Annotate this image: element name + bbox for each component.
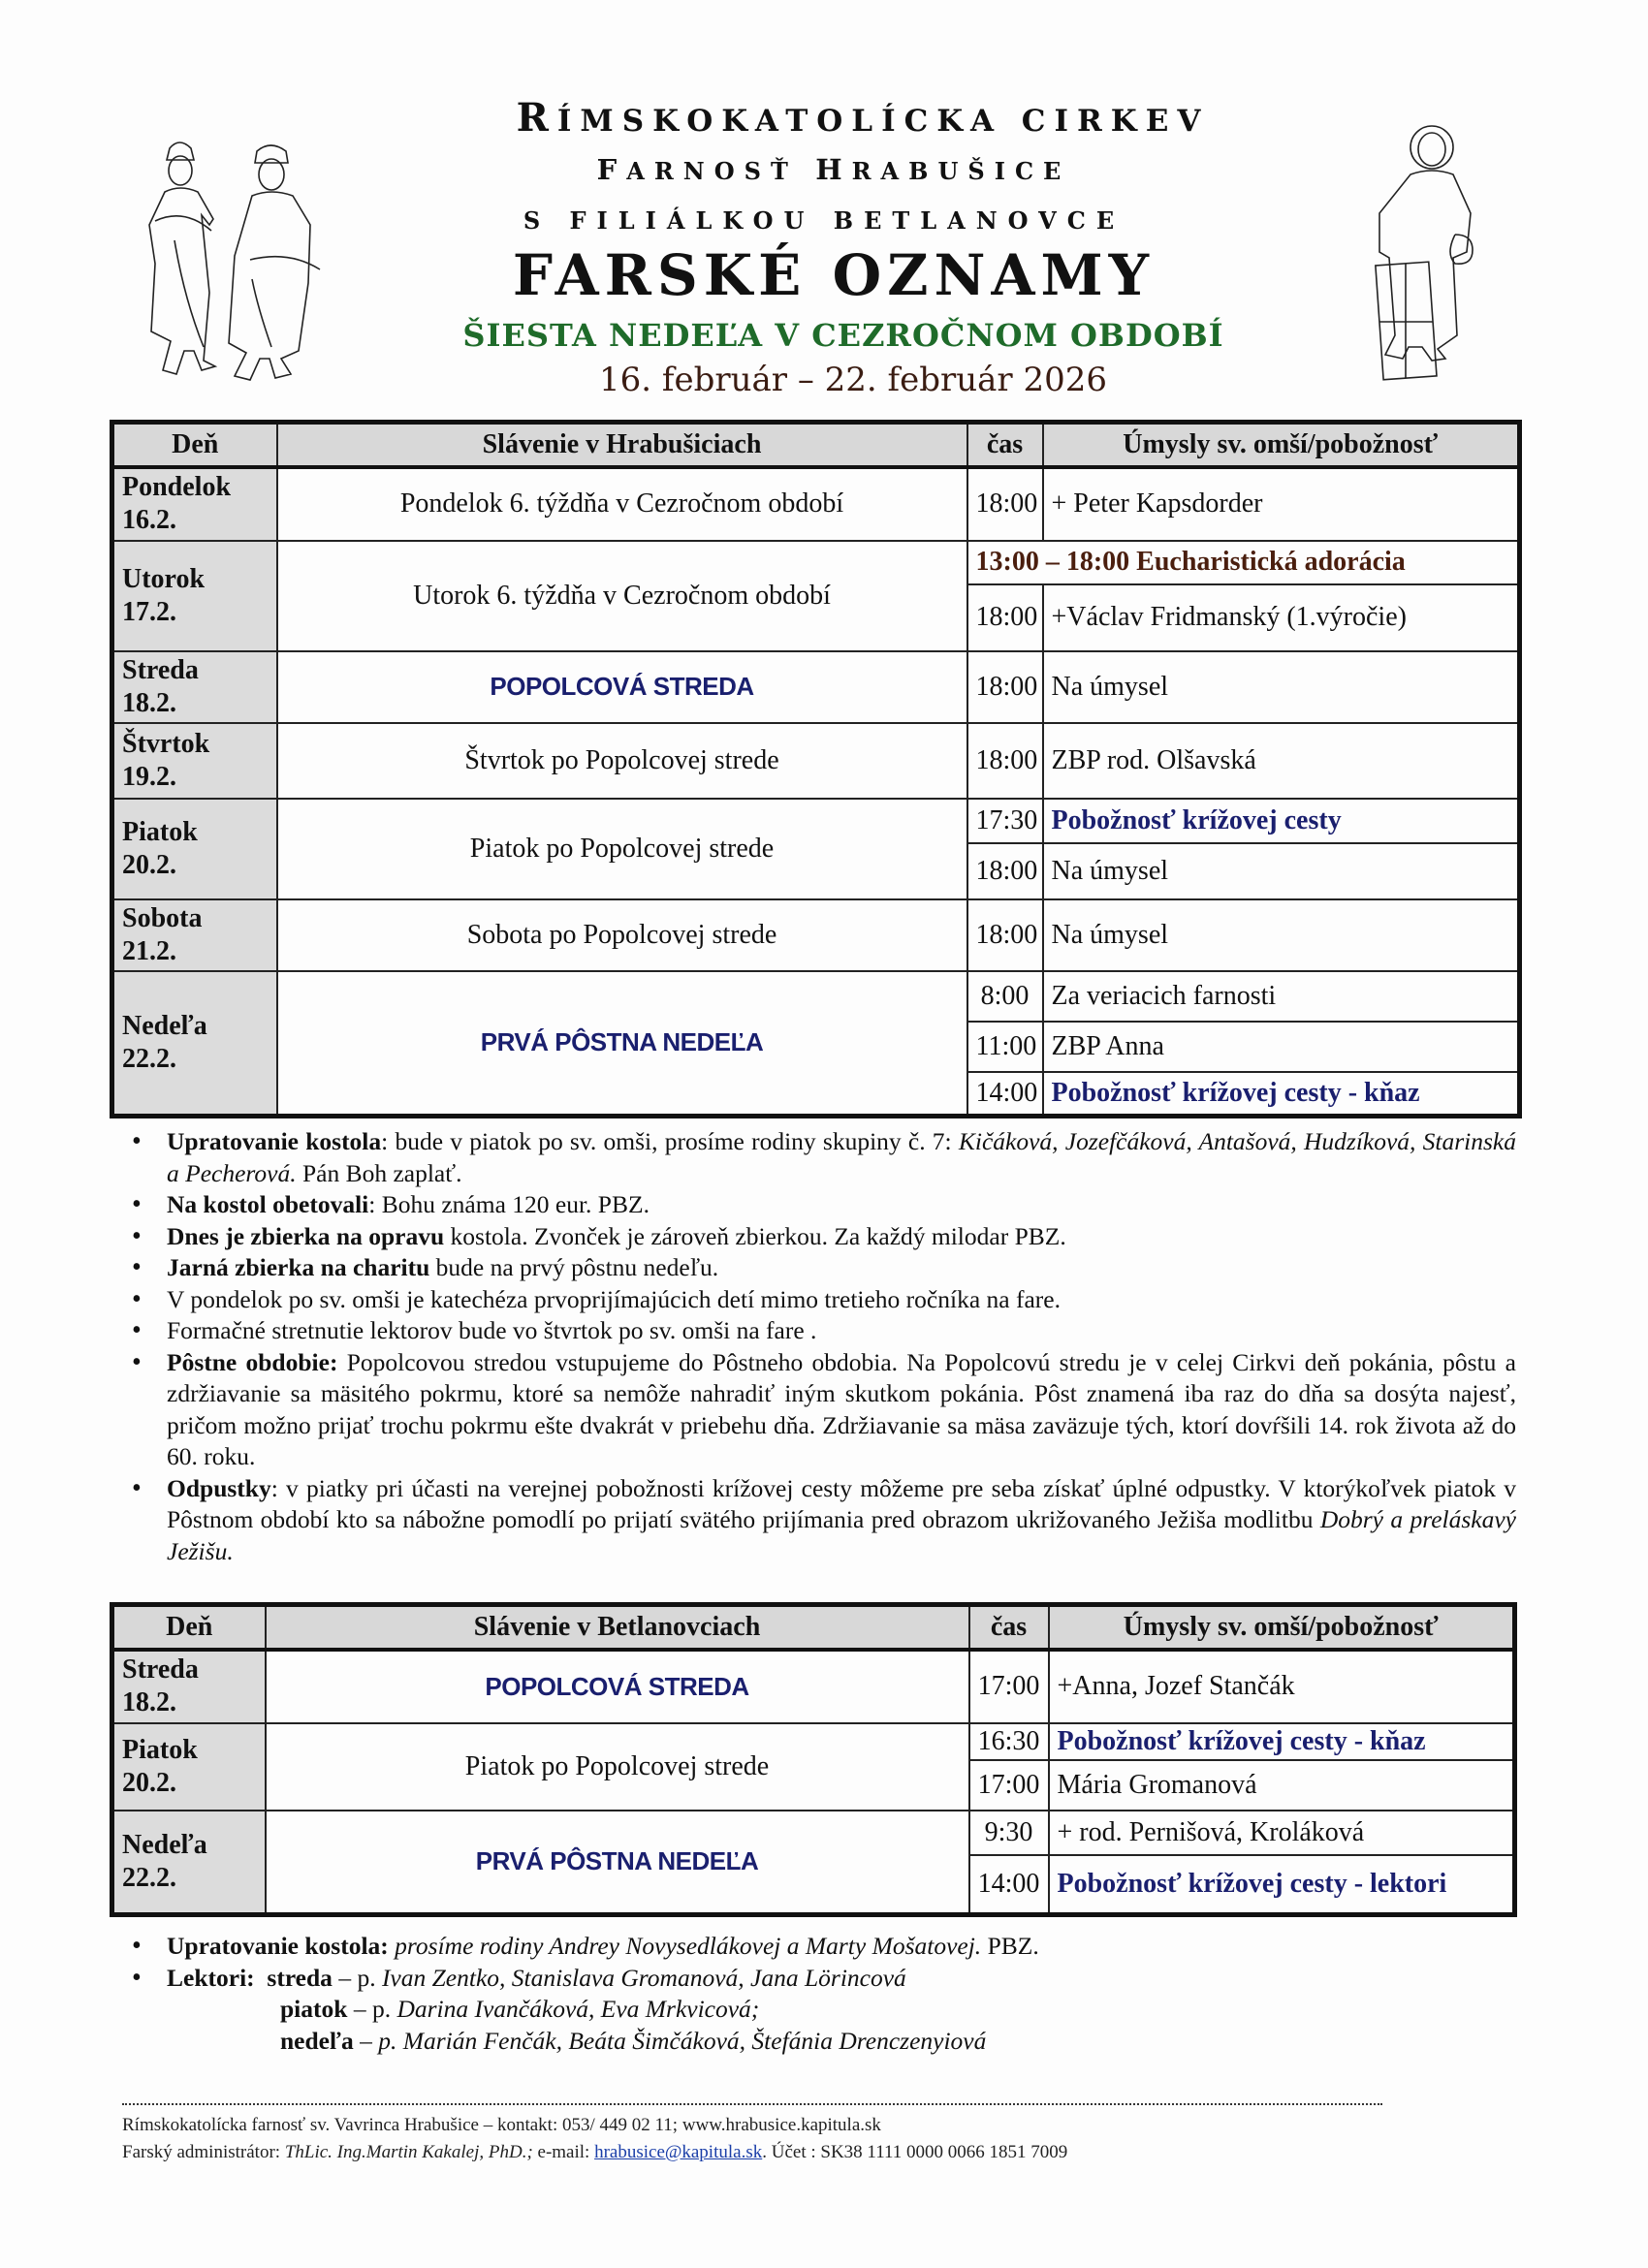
day-cell: Pondelok 16.2. xyxy=(112,467,277,541)
header-time: čas xyxy=(969,1605,1049,1650)
celebration-cell: POPOLCOVÁ STREDA xyxy=(277,651,967,723)
time-cell: 18:00 xyxy=(967,651,1043,723)
header-day: Deň xyxy=(112,423,277,467)
table-row xyxy=(112,971,1520,1022)
liturgical-week-subtitle: ŠIESTA NEDEĽA V CEZROČNOM OBDOBÍ xyxy=(462,317,1224,354)
table-header-row xyxy=(112,1605,1515,1650)
footer-divider xyxy=(122,2103,1382,2105)
day-cell: Utorok 17.2. xyxy=(112,541,277,651)
day-cell: Piatok 20.2. xyxy=(112,799,277,899)
celebration-cell: Štvrtok po Popolcovej strede xyxy=(277,723,967,799)
day-cell: Nedeľa 22.2. xyxy=(112,1811,266,1915)
announcement-repair-collection: • Dnes je zbierka na opravu kostola. Zvonček je zároveň zbierkou. Za každý milodar PBZ. xyxy=(111,1221,1516,1253)
intention-cell: Na úmysel xyxy=(1043,899,1520,971)
betlanovce-schedule-table xyxy=(110,1602,1517,1917)
table-row xyxy=(112,467,1520,541)
table-row xyxy=(112,1650,1515,1723)
header-celebration: Slávenie v Hrabušiciach xyxy=(277,423,967,467)
intention-cell: + rod. Pernišová, Kroláková xyxy=(1049,1811,1515,1855)
intention-cell: ZBP rod. Olšavská xyxy=(1043,723,1520,799)
day-cell: Štvrtok 19.2. xyxy=(112,723,277,799)
table-row xyxy=(112,1811,1515,1855)
header-intention: Úmysly sv. omší/pobožnosť xyxy=(1049,1605,1515,1650)
time-cell: 9:30 xyxy=(969,1811,1049,1855)
footer-admin: Farský administrátor: ThLic. Ing.Martin Kakalej, PhD.; e-mail: hrabusice@kapitula.sk. Účet : SK38 1111 0000 0066 1851 7009 xyxy=(122,2142,1068,2162)
day-cell: Streda 18.2. xyxy=(112,1650,266,1723)
announcement-lectors-meeting: • Formačné stretnutie lektorov bude vo štvrtok po sv. omši na fare . xyxy=(111,1315,1516,1347)
lectors-sunday: nedeľa – p. Marián Fenčák, Beáta Šimčáková, Štefánia Drenczenyiová xyxy=(280,2026,987,2055)
announcement-lectors: • Lektori: streda – p. Ivan Zentko, Stanislava Gromanová, Jana Lörincová xyxy=(111,1963,1516,1995)
filial-heading: S FILIÁLKOU BETLANOVCE xyxy=(523,206,1125,235)
announcement-indulgences: • Odpustky: v piatky pri účasti na verejnej pobožnosti krížovej cesty môžeme pre seba získať úplné odpustky. V ktorýkoľvek piatok v Pôstnom období kto sa nábožne pomodlí po prijatí svätého prijímania pred obrazom ukrižovaného Ježiša modlitbu Dobrý a preláskavý Ježišu. xyxy=(111,1473,1516,1568)
intention-cell: Za veriacich farnosti xyxy=(1043,971,1520,1022)
table-row xyxy=(112,723,1520,799)
table-row xyxy=(112,899,1520,971)
footer-contact: Rímskokatolícka farnosť sv. Vavrinca Hrabušice – kontakt: 053/ 449 02 11; www.hrabusice.kapitula.sk xyxy=(122,2115,881,2135)
intention-cell: Pobožnosť krížovej cesty xyxy=(1043,799,1520,843)
two-saints-illustration-icon xyxy=(136,134,344,395)
table-row xyxy=(112,799,1520,843)
announcement-charity-collection: • Jarná zbierka na charitu bude na prvý pôstnu nedeľu. xyxy=(111,1252,1516,1284)
header-time: čas xyxy=(967,423,1043,467)
announcements-list xyxy=(111,1126,1516,1567)
announcement-cleaning-betlanovce: • Upratovanie kostola: prosíme rodiny Andrey Novysedlákovej a Marty Mošatovej. PBZ. xyxy=(111,1931,1516,1963)
celebration-cell: Piatok po Popolcovej strede xyxy=(266,1723,969,1811)
intention-cell: Na úmysel xyxy=(1043,651,1520,723)
intention-cell: + Peter Kapsdorder xyxy=(1043,467,1520,541)
time-cell: 18:00 xyxy=(967,584,1043,651)
church-name-heading: RÍMSKOKATOLÍCKA CIRKEV xyxy=(516,95,1210,141)
day-cell: Nedeľa 22.2. xyxy=(112,971,277,1117)
table-header-row xyxy=(112,423,1520,467)
announcement-donations: • Na kostol obetovali: Bohu známa 120 eur. PBZ. xyxy=(111,1189,1516,1221)
time-cell: 17:00 xyxy=(969,1760,1049,1811)
intention-cell: Mária Gromanová xyxy=(1049,1760,1515,1811)
time-cell: 11:00 xyxy=(967,1022,1043,1072)
intention-cell: Pobožnosť krížovej cesty - kňaz xyxy=(1049,1723,1515,1760)
celebration-cell: POPOLCOVÁ STREDA xyxy=(266,1650,969,1723)
table-row xyxy=(112,1723,1515,1760)
announcement-catechesis: • V pondelok po sv. omši je katechéza prvoprijímajúcich detí mimo tretieho ročníka na fare. xyxy=(111,1284,1516,1316)
intention-cell: +Anna, Jozef Stančák xyxy=(1049,1650,1515,1723)
table-row xyxy=(112,651,1520,723)
header-intention: Úmysly sv. omší/pobožnosť xyxy=(1043,423,1520,467)
intention-cell: Pobožnosť krížovej cesty - lektori xyxy=(1049,1855,1515,1915)
parish-name-heading: FARNOSŤ HRABUŠICE xyxy=(596,153,1071,186)
celebration-cell: PRVÁ PÔSTNA NEDEĽA xyxy=(266,1811,969,1915)
announcement-lent: • Pôstne obdobie: Popolcovou stredou vstupujeme do Pôstneho obdobia. Na Popolcovú stredu je v celej Cirkvi deň pokánia, pôstu a zdržiavanie sa mäsitého pokrmu, ktoré sa nemôže nahradiť iným skutkom pokánia. Pôst znamená iba raz do dňa sa dosýta najesť, pričom možno prijať trochu pokrmu ešte dvakrát v priebehu dňa. Zdržiavanie sa mäsa zaväzuje tých, ktorí dovŕšili 14. rok života až do 60. roku. xyxy=(111,1347,1516,1473)
time-cell: 16:30 xyxy=(969,1723,1049,1760)
time-cell: 18:00 xyxy=(967,843,1043,899)
table-row xyxy=(112,541,1520,584)
time-cell: 17:00 xyxy=(969,1650,1049,1723)
celebration-cell: Pondelok 6. týždňa v Cezročnom období xyxy=(277,467,967,541)
betlanovce-announcements-list xyxy=(111,1931,1516,2057)
time-cell: 18:00 xyxy=(967,467,1043,541)
time-cell: 8:00 xyxy=(967,971,1043,1022)
time-cell: 17:30 xyxy=(967,799,1043,843)
celebration-cell: Sobota po Popolcovej strede xyxy=(277,899,967,971)
email-link[interactable]: hrabusice@kapitula.sk xyxy=(594,2142,763,2162)
saint-lawrence-illustration-icon xyxy=(1362,118,1493,390)
header-celebration: Slávenie v Betlanovciach xyxy=(266,1605,969,1650)
celebration-cell: Utorok 6. týždňa v Cezročnom období xyxy=(277,541,967,651)
adoration-cell: 13:00 – 18:00 Eucharistická adorácia xyxy=(967,541,1520,584)
time-cell: 14:00 xyxy=(969,1855,1049,1915)
day-cell: Piatok 20.2. xyxy=(112,1723,266,1811)
time-cell: 14:00 xyxy=(967,1072,1043,1117)
time-cell: 18:00 xyxy=(967,899,1043,971)
celebration-cell: Piatok po Popolcovej strede xyxy=(277,799,967,899)
date-range: 16. február – 22. február 2026 xyxy=(599,361,1107,399)
day-cell: Sobota 21.2. xyxy=(112,899,277,971)
day-cell: Streda 18.2. xyxy=(112,651,277,723)
intention-cell: Pobožnosť krížovej cesty - kňaz xyxy=(1043,1072,1520,1117)
intention-cell: +Václav Fridmanský (1.výročie) xyxy=(1043,584,1520,651)
intention-cell: Na úmysel xyxy=(1043,843,1520,899)
celebration-cell: PRVÁ PÔSTNA NEDEĽA xyxy=(277,971,967,1117)
header-day: Deň xyxy=(112,1605,266,1650)
intention-cell: ZBP Anna xyxy=(1043,1022,1520,1072)
lectors-friday: piatok – p. Darina Ivančáková, Eva Mrkvicová; xyxy=(280,1995,760,2023)
hrabusice-schedule-table xyxy=(110,420,1522,1118)
announcement-cleaning: • Upratovanie kostola: bude v piatok po sv. omši, prosíme rodiny skupiny č. 7: Kičáková, Jozefčáková, Antašová, Hudzíková, Starinská a Pecherová. Pán Boh zaplať. xyxy=(111,1126,1516,1189)
time-cell: 18:00 xyxy=(967,723,1043,799)
page-title: FARSKÉ OZNAMY xyxy=(512,242,1156,308)
